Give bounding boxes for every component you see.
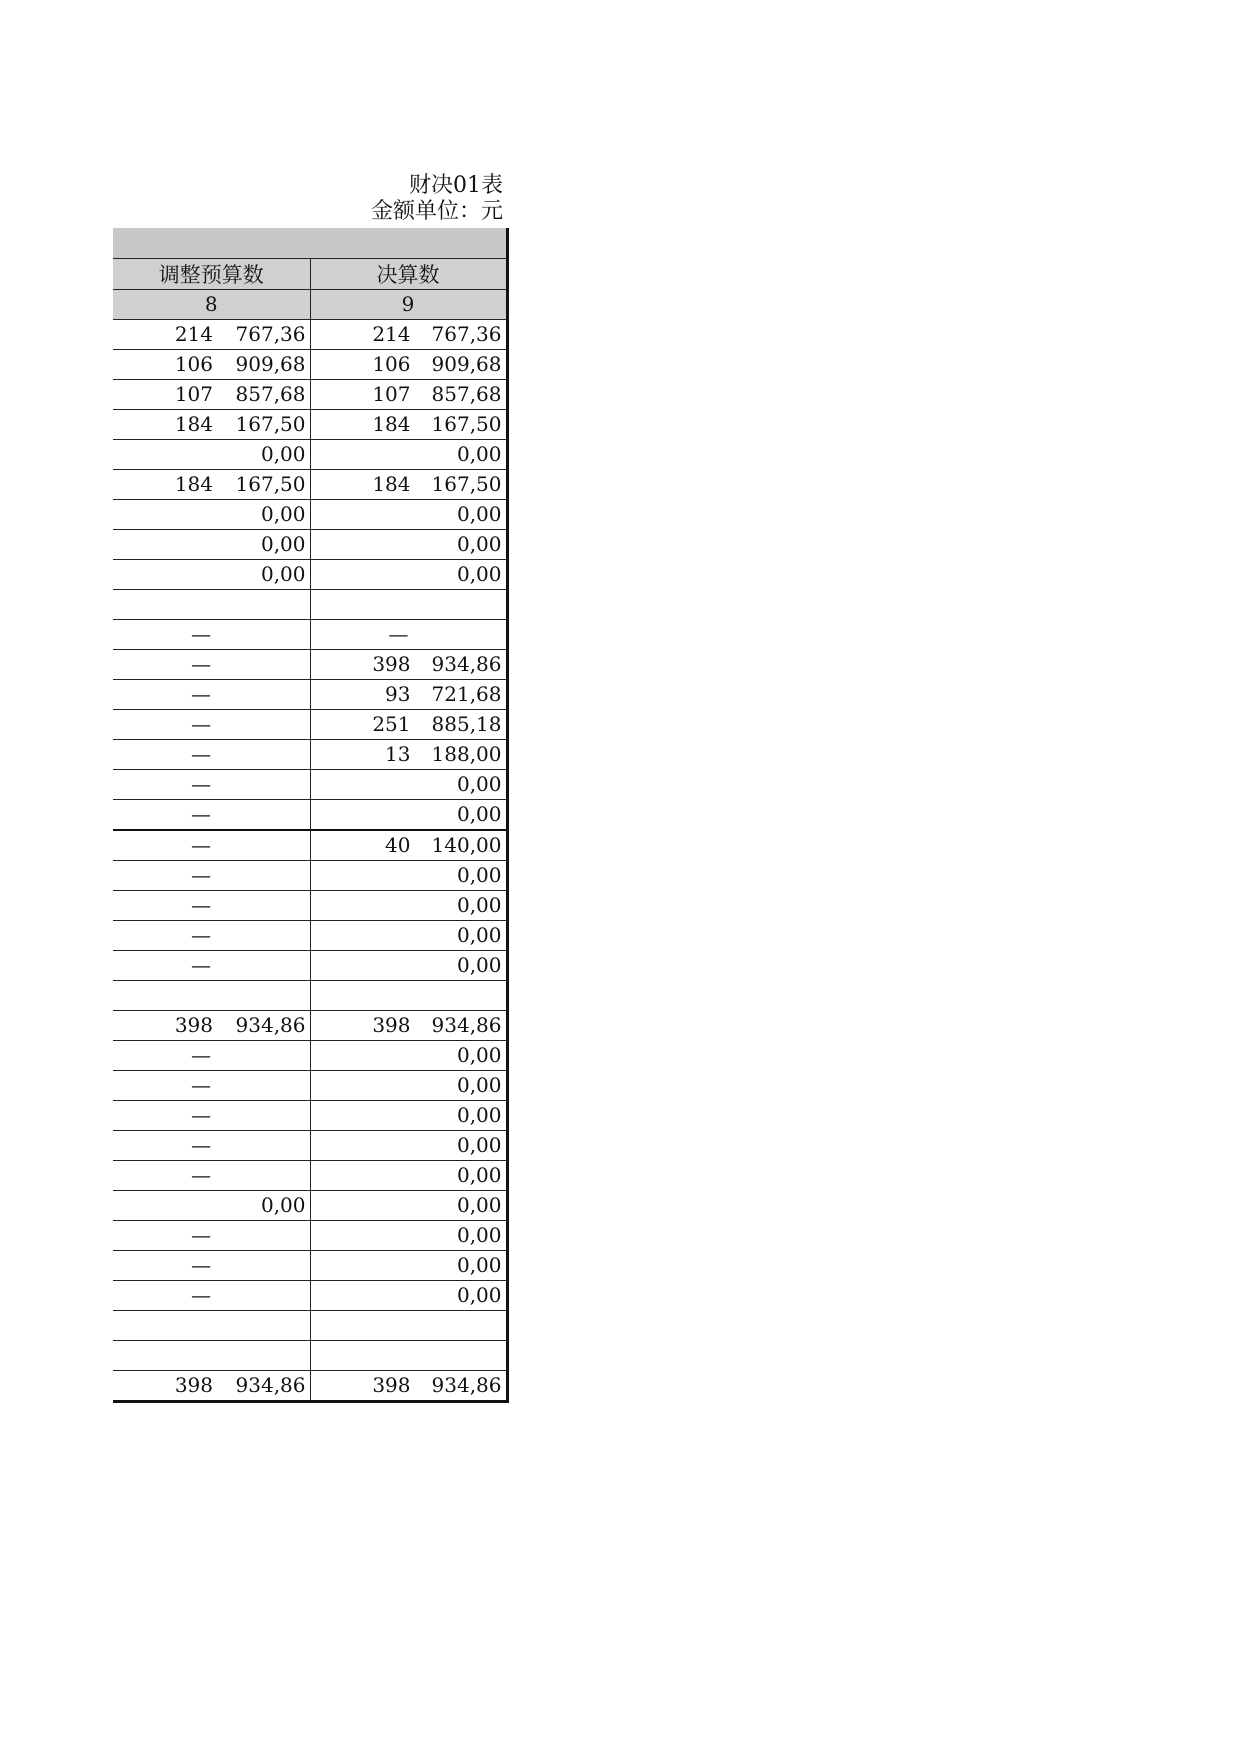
amount-units: 0,00 [456,863,502,887]
adjusted-budget-cell [113,499,310,529]
amount-thousands: 398 [174,1373,213,1397]
final-amount-cell [310,1310,507,1340]
final-amount-cell [310,469,507,499]
amount-thousands: 106 [174,352,213,376]
table-row [113,679,507,709]
adjusted-budget-cell [113,619,310,649]
table-body [113,228,507,1401]
amount-units: 0,00 [456,1163,502,1187]
not-applicable-dash: — [191,1073,211,1097]
amount-units: 188,00 [431,742,502,766]
amount-thousands: 184 [372,472,411,496]
amount-thousands: 107 [372,382,411,406]
amount-thousands: 214 [174,322,213,346]
final-amount-cell [310,1160,507,1190]
header-band-cell [310,228,507,258]
final-amount-cell [310,619,507,649]
amount-units: 934,86 [235,1373,306,1397]
amount-units: 934,86 [235,1013,306,1037]
amount-thousands: 93 [385,682,411,706]
amount-units: 0,00 [456,953,502,977]
amount-units: 857,68 [235,382,306,406]
final-amount-cell [310,739,507,769]
adjusted-budget-cell [113,1070,310,1100]
amount-thousands: 184 [174,472,213,496]
amount-units: 0,00 [456,1253,502,1277]
table-row [113,739,507,769]
amount-thousands: 251 [372,712,411,736]
adjusted-budget-cell [113,739,310,769]
not-applicable-dash: — [191,1253,211,1277]
adjusted-budget-cell [113,649,310,679]
table-row [113,649,507,679]
amount-units: 167,50 [235,472,306,496]
final-amount-cell [310,1280,507,1310]
table-row [113,799,507,830]
adjusted-budget-cell [113,439,310,469]
not-applicable-dash: — [191,863,211,887]
amount-units: 767,36 [431,322,502,346]
table-row [113,709,507,739]
table-row [113,559,507,589]
header-band-cell [113,228,310,258]
adjusted-budget-cell [113,1220,310,1250]
final-amount-cell [310,499,507,529]
column-number-final-amount: 9 [310,289,507,319]
not-applicable-dash: — [191,772,211,796]
table-row [113,349,507,379]
table-row [113,860,507,890]
final-amount-cell [310,349,507,379]
amount-thousands: 184 [174,412,213,436]
adjusted-budget-cell [113,679,310,709]
adjusted-budget-cell [113,1010,310,1040]
amount-units: 0,00 [456,802,502,826]
final-amount-cell [310,1340,507,1370]
table-row [113,1250,507,1280]
table-row [113,319,507,349]
table-row [113,830,507,861]
table-row [113,1130,507,1160]
adjusted-budget-cell [113,709,310,739]
adjusted-budget-cell [113,1190,310,1220]
amount-thousands: 214 [372,322,411,346]
table-row [113,950,507,980]
final-amount-cell [310,439,507,469]
table-row [113,1190,507,1220]
final-amount-cell [310,830,507,861]
adjusted-budget-cell [113,830,310,861]
table-row [113,589,507,619]
final-amount-cell [310,1100,507,1130]
amount-units: 0,00 [456,1073,502,1097]
adjusted-budget-cell [113,1100,310,1130]
final-amount-cell [310,769,507,799]
amount-units: 909,68 [431,352,502,376]
table-row [113,529,507,559]
not-applicable-dash: — [191,1223,211,1247]
amount-thousands: 13 [385,742,411,766]
not-applicable-dash: — [191,712,211,736]
amount-units: 0,00 [456,893,502,917]
amount-units: 0,00 [260,502,306,526]
table-row [113,1010,507,1040]
table-row [113,1070,507,1100]
table-row [113,1100,507,1130]
amount-units: 0,00 [260,442,306,466]
not-applicable-dash: — [191,1043,211,1067]
adjusted-budget-cell [113,469,310,499]
amount-units: 721,68 [431,682,502,706]
column-number-adjusted-budget: 8 [113,289,310,319]
adjusted-budget-cell [113,379,310,409]
adjusted-budget-cell [113,1040,310,1070]
final-amount-cell [310,589,507,619]
budget-table [113,228,509,1403]
final-amount-cell [310,1220,507,1250]
form-code: 财决01表 [409,173,503,198]
unit-label: 金额单位：元 [370,199,503,224]
amount-units: 0,00 [260,562,306,586]
amount-units: 0,00 [260,532,306,556]
table-row [113,379,507,409]
adjusted-budget-cell [113,319,310,349]
not-applicable-dash: — [191,622,211,646]
amount-units: 0,00 [456,1223,502,1247]
amount-units: 167,50 [431,412,502,436]
final-amount-cell [310,1370,507,1401]
amount-units: 0,00 [456,923,502,947]
amount-units: 0,00 [456,442,502,466]
amount-units: 0,00 [260,1193,306,1217]
amount-units: 0,00 [456,1103,502,1127]
amount-thousands: 40 [385,833,411,857]
amount-units: 857,68 [431,382,502,406]
amount-thousands: 106 [372,352,411,376]
final-amount-cell [310,1190,507,1220]
not-applicable-dash: — [191,682,211,706]
final-amount-cell [310,1130,507,1160]
final-amount-cell [310,649,507,679]
amount-units: 885,18 [431,712,502,736]
adjusted-budget-cell [113,920,310,950]
adjusted-budget-cell [113,769,310,799]
not-applicable-dash: — [191,1103,211,1127]
amount-units: 909,68 [235,352,306,376]
table-row [113,980,507,1010]
column-header-row [113,258,507,289]
final-amount-cell [310,799,507,830]
not-applicable-dash: — [191,1163,211,1187]
not-applicable-dash: — [191,1283,211,1307]
column-header-final-amount: 决算数 [310,258,507,289]
final-amount-cell [310,980,507,1010]
amount-units: 140,00 [431,833,502,857]
not-applicable-dash: — [191,833,211,857]
amount-units: 934,86 [431,1373,502,1397]
amount-thousands: 398 [372,1373,411,1397]
amount-units: 0,00 [456,562,502,586]
table-row [113,1040,507,1070]
final-amount-cell [310,920,507,950]
not-applicable-dash: — [191,652,211,676]
adjusted-budget-cell [113,1160,310,1190]
amount-units: 0,00 [456,1133,502,1157]
final-amount-cell [310,1250,507,1280]
table-row [113,439,507,469]
final-amount-cell [310,319,507,349]
adjusted-budget-cell [113,799,310,830]
not-applicable-dash: — [191,802,211,826]
header-band-row [113,228,507,258]
table-row [113,920,507,950]
final-amount-cell [310,1040,507,1070]
adjusted-budget-cell [113,1340,310,1370]
column-number-row [113,289,507,319]
adjusted-budget-cell [113,980,310,1010]
adjusted-budget-cell [113,890,310,920]
adjusted-budget-cell [113,529,310,559]
final-amount-cell [310,1070,507,1100]
final-amount-cell [310,950,507,980]
adjusted-budget-cell [113,1130,310,1160]
amount-units: 0,00 [456,1193,502,1217]
not-applicable-dash: — [191,953,211,977]
table-row [113,1340,507,1370]
amount-thousands: 398 [372,652,411,676]
not-applicable-dash: — [191,1133,211,1157]
adjusted-budget-cell [113,349,310,379]
table-row [113,1310,507,1340]
table-row [113,409,507,439]
adjusted-budget-cell [113,860,310,890]
table-row [113,469,507,499]
amount-units: 167,50 [235,412,306,436]
column-header-adjusted-budget: 调整预算数 [113,258,310,289]
adjusted-budget-cell [113,1280,310,1310]
table-row [113,769,507,799]
table-row [113,499,507,529]
final-amount-cell [310,679,507,709]
not-applicable-dash: — [191,923,211,947]
not-applicable-dash: — [191,742,211,766]
final-amount-cell [310,559,507,589]
table-row [113,1370,507,1401]
adjusted-budget-cell [113,1250,310,1280]
table-row [113,619,507,649]
adjusted-budget-cell [113,1370,310,1401]
table-row [113,890,507,920]
amount-thousands: 107 [174,382,213,406]
final-amount-cell [310,890,507,920]
amount-thousands: 184 [372,412,411,436]
amount-units: 167,50 [431,472,502,496]
final-amount-cell [310,379,507,409]
final-amount-cell [310,409,507,439]
table-row [113,1220,507,1250]
adjusted-budget-cell [113,950,310,980]
final-amount-cell [310,529,507,559]
adjusted-budget-cell [113,559,310,589]
amount-units: 0,00 [456,1043,502,1067]
adjusted-budget-cell [113,1310,310,1340]
amount-units: 0,00 [456,502,502,526]
amount-units: 0,00 [456,772,502,796]
adjusted-budget-cell [113,409,310,439]
not-applicable-dash: — [191,893,211,917]
amount-units: 0,00 [456,532,502,556]
amount-thousands: 398 [174,1013,213,1037]
final-amount-cell [310,1010,507,1040]
not-applicable-dash: — [388,622,409,646]
amount-units: 0,00 [456,1283,502,1307]
final-amount-cell [310,709,507,739]
amount-units: 934,86 [431,1013,502,1037]
amount-units: 934,86 [431,652,502,676]
amount-thousands: 398 [372,1013,411,1037]
table-row [113,1280,507,1310]
table-row [113,1160,507,1190]
adjusted-budget-cell [113,589,310,619]
amount-units: 767,36 [235,322,306,346]
final-amount-cell [310,860,507,890]
